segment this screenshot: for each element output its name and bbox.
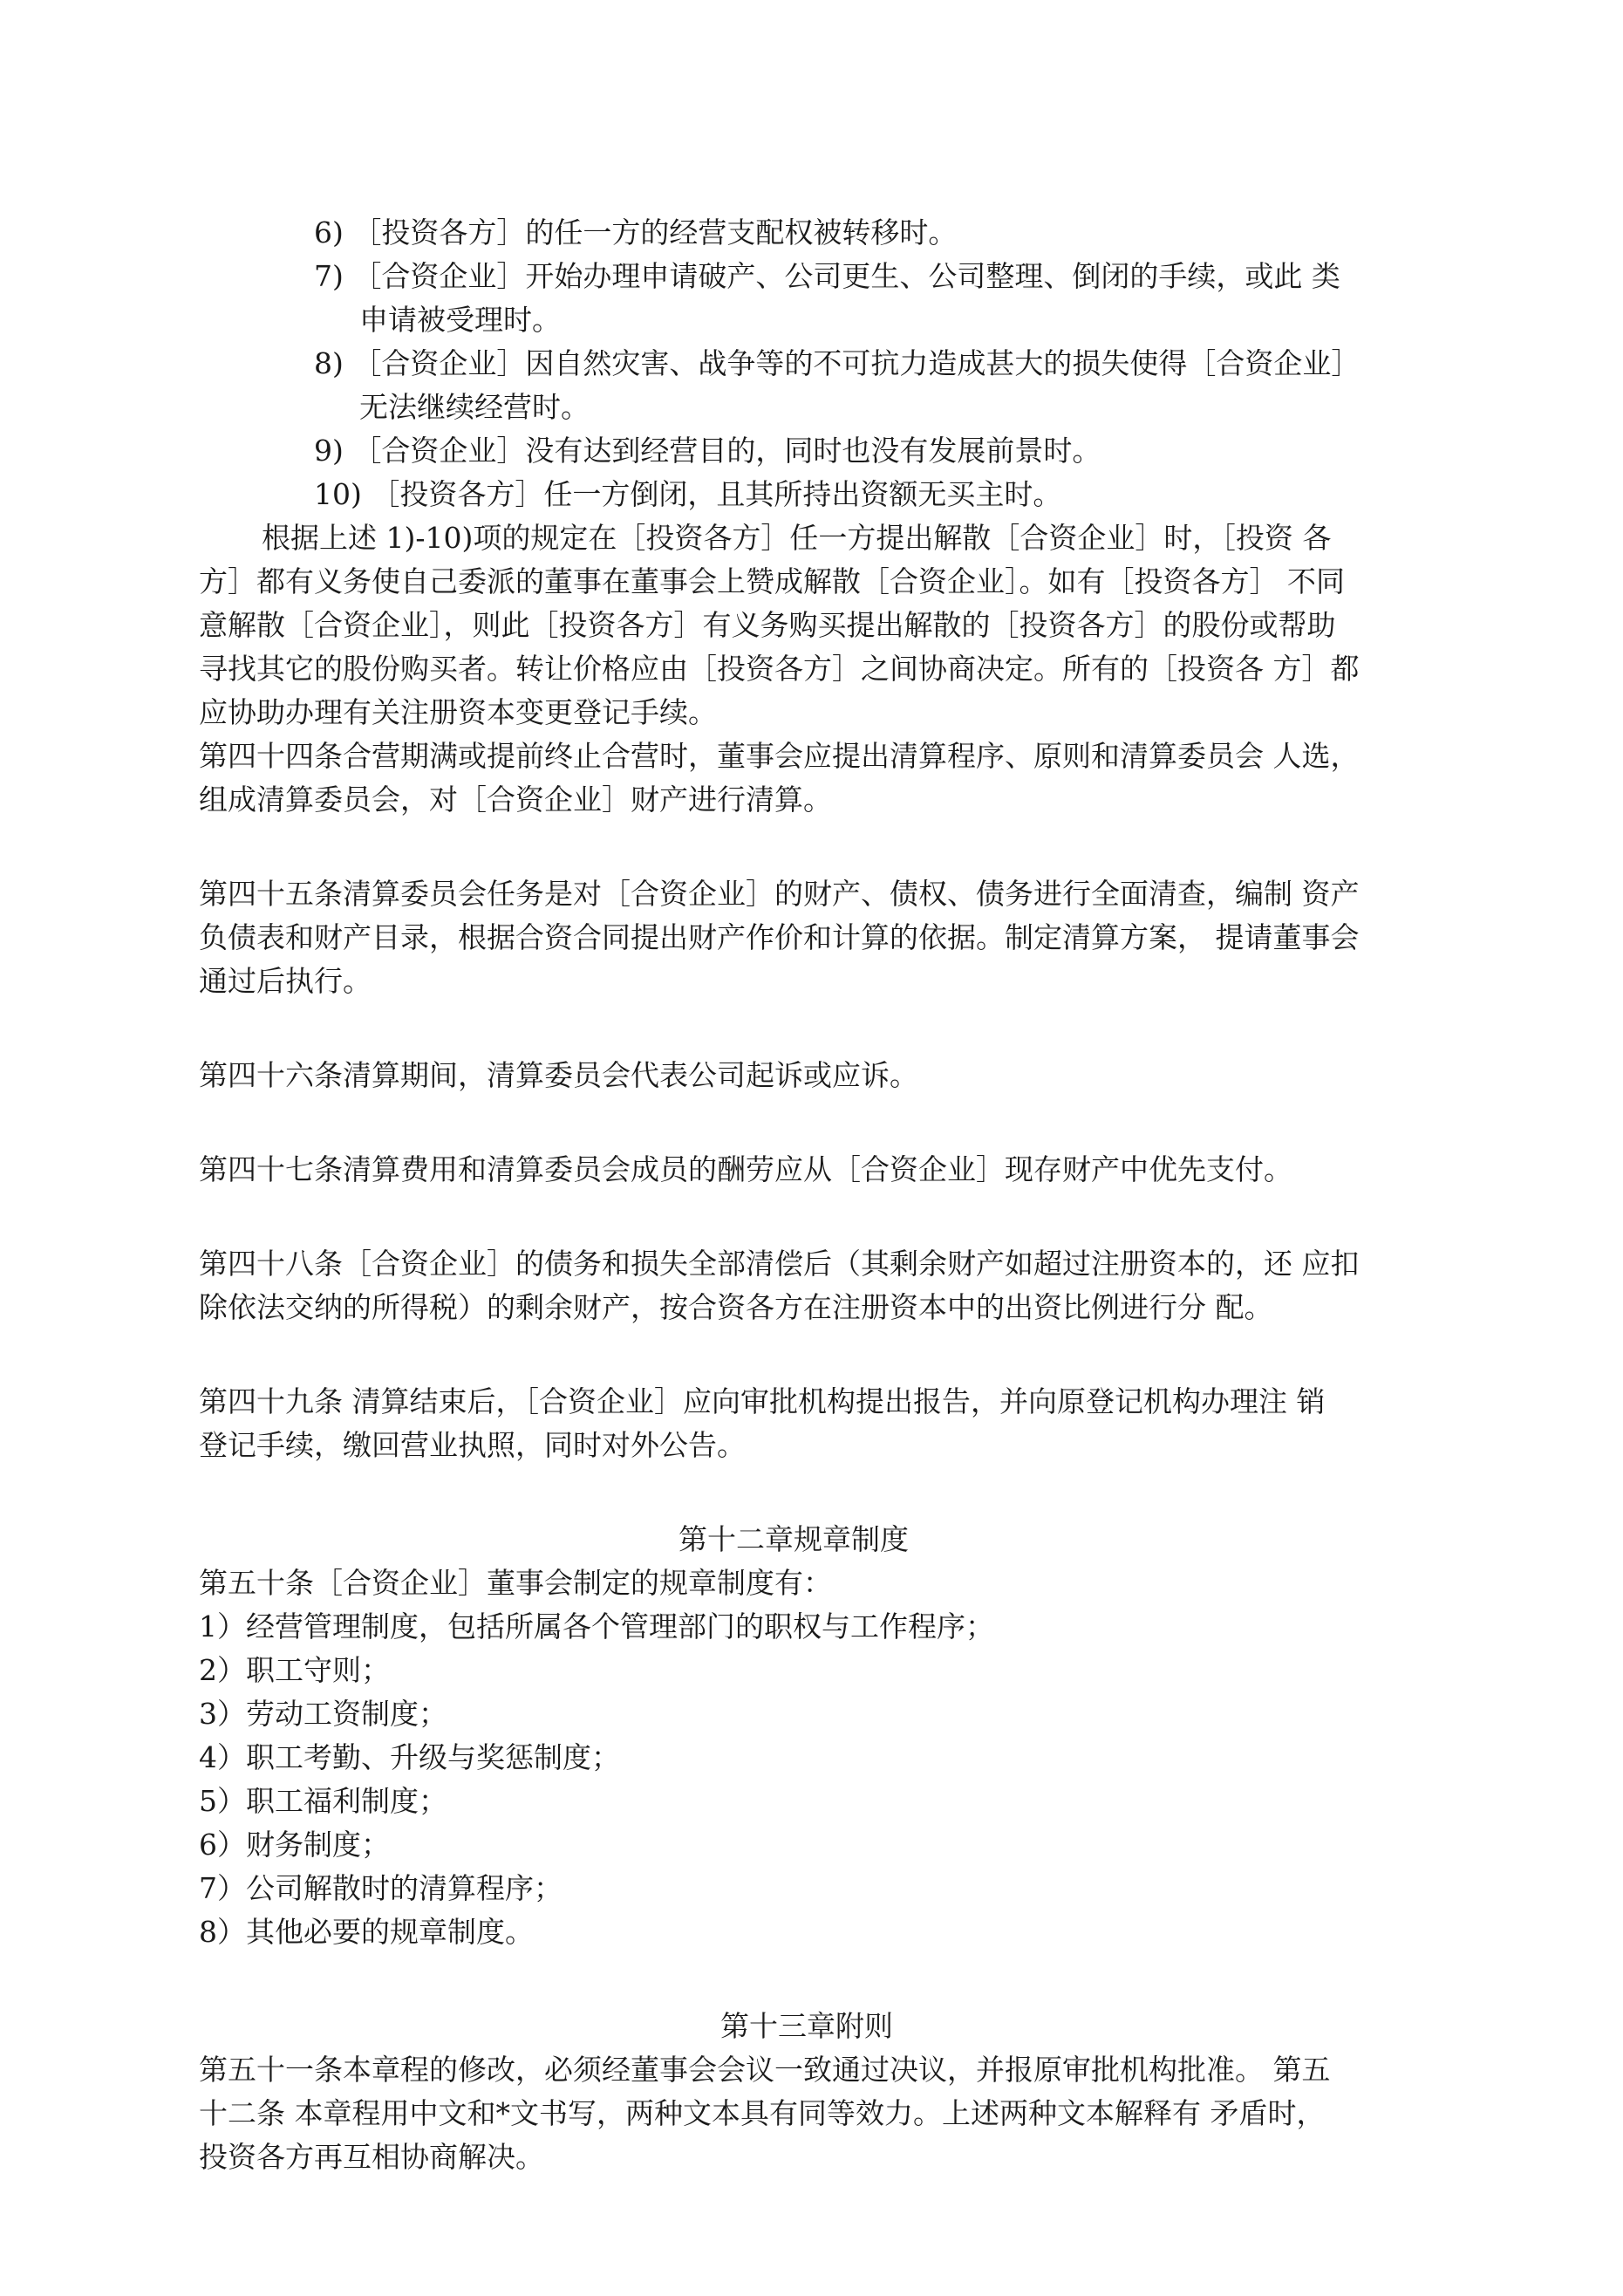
chapter-12-heading: 第十二章规章制度: [679, 1522, 909, 1556]
list-item: 1）经营管理制度，包括所属各个管理部门的职权与工作程序；: [199, 1609, 994, 1643]
article-47: 第四十七条清算费用和清算委员会成员的酬劳应从［合资企业］现存财产中优先支付。: [199, 1152, 1292, 1186]
article-50: 第五十条［合资企业］董事会制定的规章制度有：: [199, 1566, 832, 1600]
paragraph-line: 根据上述 1)-10)项的规定在［投资各方］任一方提出解散［合资企业］时，［投资 各: [262, 521, 1332, 555]
list-item: 3）劳动工资制度；: [199, 1697, 447, 1731]
list-item: 6）财务制度；: [199, 1828, 390, 1862]
article-45: 第四十五条清算委员会任务是对［合资企业］的财产、债权、债务进行全面清查，编制 资产: [199, 877, 1360, 911]
list-item-8-continued: 无法继续经营时。: [359, 390, 590, 424]
article-44: 第四十四条合营期满或提前终止合营时，董事会应提出清算程序、原则和清算委员会 人选，: [199, 739, 1360, 773]
list-item-6: 6) ［投资各方］的任一方的经营支配权被转移时。: [314, 215, 958, 249]
article-46: 第四十六条清算期间，清算委员会代表公司起诉或应诉。: [199, 1058, 918, 1092]
list-item-8: 8) ［合资企业］因自然灾害、战争等的不可抗力造成甚大的损失使得［合资企业］: [314, 346, 1360, 380]
article-48: 第四十八条［合资企业］的债务和损失全部清偿后（其剩余财产如超过注册资本的，还 应扣: [199, 1247, 1360, 1281]
article-49-continued: 登记手续，缴回营业执照，同时对外公告。: [199, 1428, 746, 1462]
article-52: 十二条 本章程用中文和*文书写，两种文本具有同等效力。上述两种文本解释有 矛盾时，: [199, 2096, 1326, 2130]
article-45-continued: 通过后执行。: [199, 964, 372, 998]
article-44-continued: 组成清算委员会，对［合资企业］财产进行清算。: [199, 782, 832, 817]
list-item: 5）职工福利制度；: [199, 1784, 447, 1818]
list-item: 8）其他必要的规章制度。: [199, 1915, 534, 1949]
article-48-continued: 除依法交纳的所得税）的剩余财产，按合资各方在注册资本中的出资比例进行分 配。: [199, 1290, 1273, 1324]
article-49: 第四十九条 清算结束后，［合资企业］应向审批机构提出报告，并向原登记机构办理注 销: [199, 1384, 1326, 1418]
list-item: 2）职工守则；: [199, 1653, 390, 1687]
paragraph-line: 方］都有义务使自己委派的董事在董事会上赞成解散［合资企业］。如有［投资各方］ 不同: [199, 564, 1345, 598]
list-item: 7）公司解散时的清算程序；: [199, 1871, 563, 1905]
article-51: 第五十一条本章程的修改，必须经董事会会议一致通过决议，并报原审批机构批准。 第五: [199, 2053, 1331, 2087]
list-item-7: 7) ［合资企业］开始办理申请破产、公司更生、公司整理、倒闭的手续，或此 类: [314, 259, 1340, 293]
article-52-continued: 投资各方再互相协商解决。: [199, 2140, 544, 2174]
list-item-7-continued: 申请被受理时。: [359, 303, 561, 337]
article-45-continued: 负债表和财产目录，根据合资合同提出财产作价和计算的依据。制定清算方案， 提请董事会: [199, 920, 1360, 954]
list-item-10: 10) ［投资各方］任一方倒闭，且其所持出资额无买主时。: [314, 477, 1062, 511]
paragraph-line: 寻找其它的股份购买者。转让价格应由［投资各方］之间协商决定。所有的［投资各 方］都: [199, 652, 1360, 686]
chapter-13-heading: 第十三章附则: [720, 2009, 893, 2043]
list-item-9: 9) ［合资企业］没有达到经营目的，同时也没有发展前景时。: [314, 434, 1101, 468]
paragraph-line: 应协助办理有关注册资本变更登记手续。: [199, 695, 717, 729]
list-item: 4）职工考勤、升级与奖惩制度；: [199, 1740, 620, 1774]
paragraph-line: 意解散［合资企业］，则此［投资各方］有义务购买提出解散的［投资各方］的股份或帮助: [199, 608, 1336, 642]
